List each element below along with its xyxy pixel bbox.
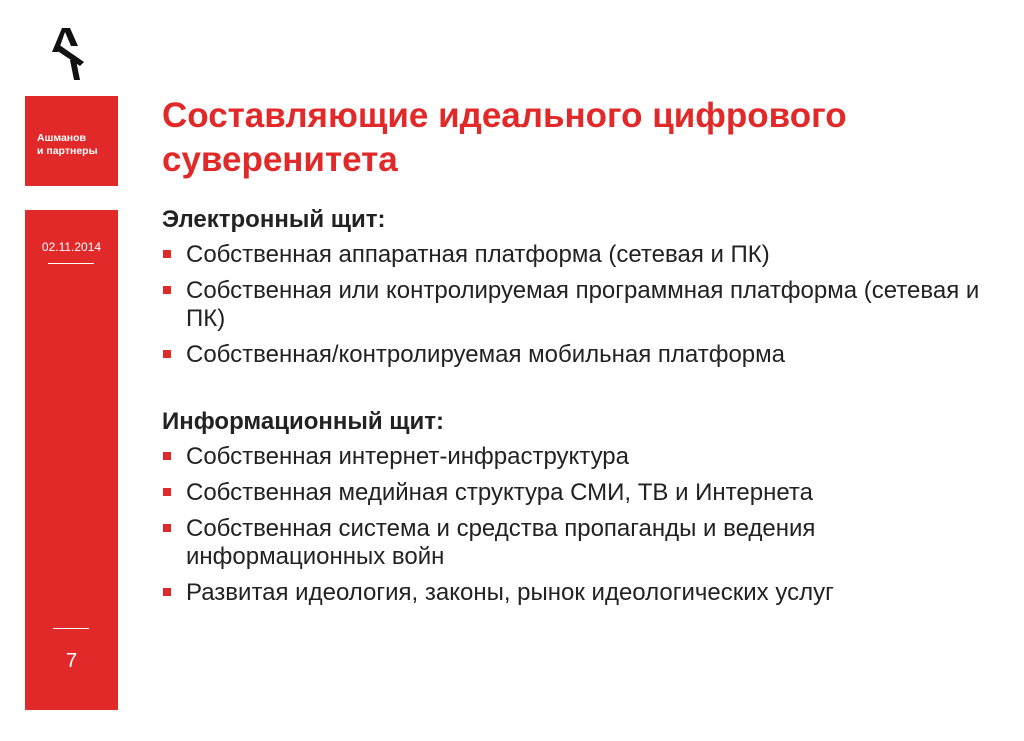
list-item: Собственная/контролируемая мобильная платформа bbox=[162, 341, 1002, 369]
brand-box bbox=[25, 96, 118, 186]
list-item: Собственная интернет-инфраструктура bbox=[162, 443, 1002, 471]
sidebar bbox=[25, 210, 118, 710]
brand-name bbox=[37, 132, 117, 158]
slide-date: 02.11.2014 bbox=[41, 240, 102, 254]
brand-name-line1: Ашманов bbox=[37, 132, 87, 144]
page-number-divider bbox=[53, 628, 89, 629]
slide-content bbox=[162, 205, 1002, 615]
page-number: 7 bbox=[65, 650, 78, 672]
section-heading-information-shield: Информационный щит: bbox=[162, 408, 445, 435]
date-divider bbox=[48, 263, 94, 264]
ashmanov-logo-icon bbox=[44, 22, 94, 84]
list-item: Собственная или контролируемая программная платформа (сетевая и ПК) bbox=[162, 277, 1002, 333]
slide-title: Составляющие идеального цифрового суверенитета bbox=[162, 96, 847, 179]
list-item: Собственная система и средства пропаганды и ведения информационных войн bbox=[162, 515, 1002, 571]
brand-name-line2: и партнеры bbox=[37, 145, 98, 157]
electronic-shield-list bbox=[162, 241, 1002, 369]
information-shield-list bbox=[162, 443, 1002, 607]
section-heading-electronic-shield: Электронный щит: bbox=[162, 206, 386, 233]
list-item: Собственная медийная структура СМИ, ТВ и Интернета bbox=[162, 479, 1002, 507]
list-item: Собственная аппаратная платформа (сетевая и ПК) bbox=[162, 241, 1002, 269]
list-item: Развитая идеология, законы, рынок идеологических услуг bbox=[162, 579, 1002, 607]
